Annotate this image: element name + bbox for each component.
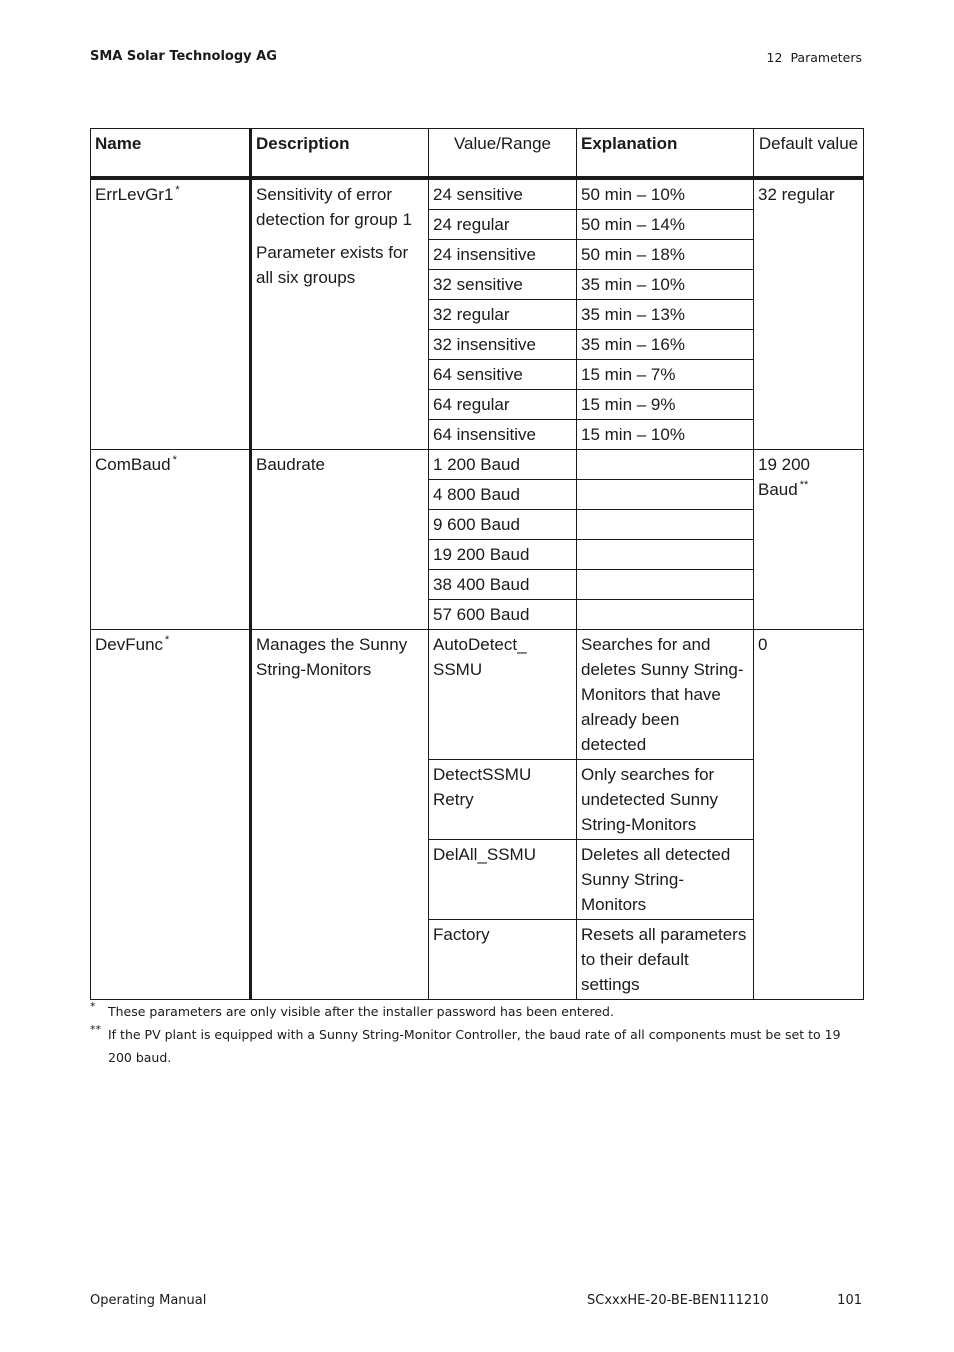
explanation-cell: Resets all parameters to their default settings [577, 919, 754, 999]
explanation-cell: 15 min – 9% [577, 389, 754, 419]
chapter-number: 12 [766, 50, 783, 65]
value-cell: 9 600 Baud [429, 509, 577, 539]
value-cell: DetectSSMU Retry [429, 759, 577, 839]
footer-doc-id: SCxxxHE-20-BE-BEN111210 [587, 1293, 769, 1308]
table-row [91, 629, 864, 759]
explanation-cell [577, 569, 754, 599]
value-cell: 24 insensitive [429, 239, 577, 269]
table-body [91, 178, 864, 1000]
default-text: 19 200 Baud [758, 454, 810, 499]
param-description [251, 178, 429, 450]
col-header-description: Description [251, 129, 429, 178]
value-cell: 64 sensitive [429, 359, 577, 389]
param-name [91, 449, 251, 629]
explanation-cell [577, 449, 754, 479]
footnote-text: If the PV plant is equipped with a Sunny String-Monitor Controller, the baud rate of all components must be set to 19 200 baud. [108, 1027, 841, 1065]
footnote-ref: * [172, 453, 177, 466]
col-header-value: Value/Range [429, 129, 577, 178]
value-cell: 38 400 Baud [429, 569, 577, 599]
param-name-text: DevFunc [95, 634, 164, 654]
param-description [251, 629, 429, 999]
table-row [91, 449, 864, 479]
col-header-default: Default value [754, 129, 864, 178]
value-cell: 64 insensitive [429, 419, 577, 449]
description-text: Baudrate [256, 454, 325, 474]
page-number: 101 [837, 1293, 862, 1308]
value-cell: 24 regular [429, 209, 577, 239]
default-value [754, 629, 864, 999]
parameter-table [90, 128, 864, 1000]
value-cell: 32 sensitive [429, 269, 577, 299]
footnote-text: These parameters are only visible after the installer password has been entered. [108, 1004, 614, 1019]
explanation-cell: 35 min – 13% [577, 299, 754, 329]
footnotes [90, 1000, 860, 1069]
explanation-cell: 35 min – 10% [577, 269, 754, 299]
value-cell: AutoDetect_ SSMU [429, 629, 577, 759]
explanation-cell: Only searches for undetected Sunny String-Monitors [577, 759, 754, 839]
explanation-cell: Deletes all detected Sunny String-Monitors [577, 839, 754, 919]
explanation-cell: 15 min – 10% [577, 419, 754, 449]
value-cell: 24 sensitive [429, 178, 577, 210]
col-header-name: Name [91, 129, 251, 178]
company-name: SMA Solar Technology AG [90, 49, 277, 64]
table-row [91, 178, 864, 210]
explanation-cell: 15 min – 7% [577, 359, 754, 389]
explanation-cell [577, 599, 754, 629]
default-value [754, 449, 864, 629]
chapter-title: Parameters [790, 50, 862, 65]
footnote-mark: ** [90, 1023, 101, 1036]
param-name [91, 178, 251, 450]
value-cell: Factory [429, 919, 577, 999]
value-cell: 64 regular [429, 389, 577, 419]
default-text: 32 regular [758, 184, 835, 204]
col-header-explanation: Explanation [577, 129, 754, 178]
chapter-heading [767, 50, 862, 65]
explanation-cell: 50 min – 14% [577, 209, 754, 239]
value-cell: 32 insensitive [429, 329, 577, 359]
value-cell: 4 800 Baud [429, 479, 577, 509]
explanation-cell: 50 min – 10% [577, 178, 754, 210]
footnote-1 [90, 1000, 860, 1023]
explanation-cell [577, 509, 754, 539]
default-value [754, 178, 864, 450]
footnote-ref: * [165, 633, 170, 646]
explanation-cell [577, 539, 754, 569]
default-text: 0 [758, 634, 768, 654]
table-header-row [91, 129, 864, 178]
value-cell: 19 200 Baud [429, 539, 577, 569]
footnote-ref: * [175, 183, 180, 196]
explanation-cell [577, 479, 754, 509]
param-name-text: ErrLevGr1 [95, 184, 174, 204]
param-name-text: ComBaud [95, 454, 171, 474]
description-text: Sensitivity of error detection for group 1 [256, 184, 412, 229]
value-cell: 57 600 Baud [429, 599, 577, 629]
footnote-ref: ** [799, 478, 809, 491]
value-cell: 1 200 Baud [429, 449, 577, 479]
description-note: Parameter exists for all six groups [256, 242, 409, 287]
value-cell: 32 regular [429, 299, 577, 329]
footnote-2 [90, 1023, 860, 1069]
param-description [251, 449, 429, 629]
description-text: Manages the Sunny String-Monitors [256, 634, 408, 679]
explanation-cell: 50 min – 18% [577, 239, 754, 269]
explanation-cell: Searches for and deletes Sunny String-Monitors that have already been detected [577, 629, 754, 759]
param-name [91, 629, 251, 999]
footer-manual-title: Operating Manual [90, 1293, 207, 1308]
explanation-cell: 35 min – 16% [577, 329, 754, 359]
footnote-mark: * [90, 1000, 96, 1013]
value-cell: DelAll_SSMU [429, 839, 577, 919]
